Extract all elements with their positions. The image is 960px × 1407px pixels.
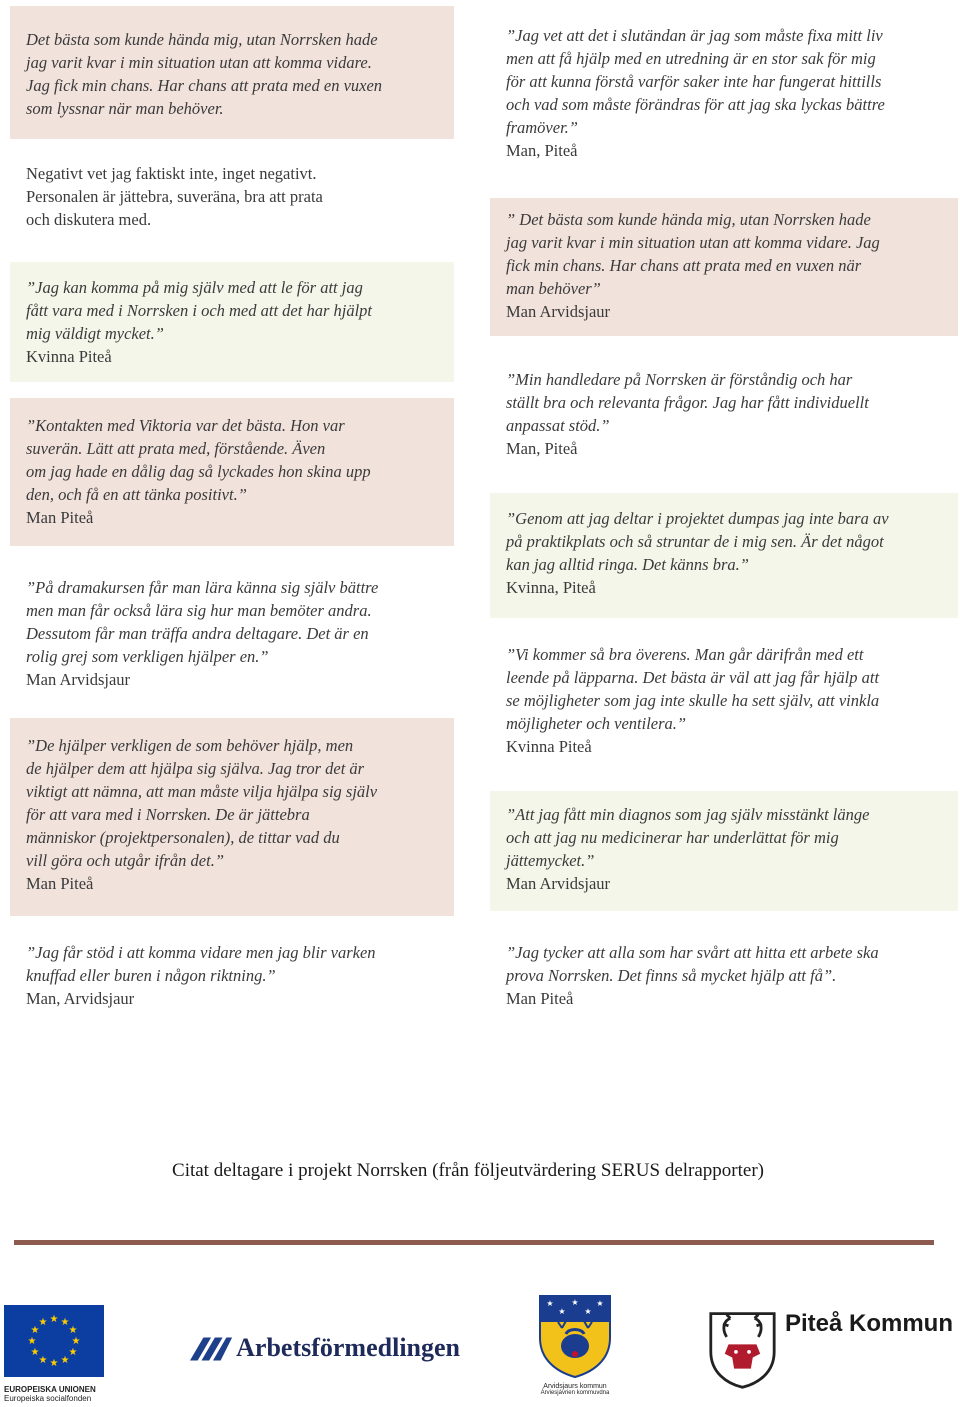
quote-text: ”Jag vet att det i slutändan är jag som måste fixa mitt liv men att få hjälp med en utredning är en stor sak för mig för att kunna förstå varför saker inte har fungerat hittills och vad som måste förändras för att jag ska lyckas bättre framöver.” [506,26,885,137]
quote-author: Man Arvidsjaur [506,302,611,321]
quote-box [10,398,454,546]
quote-author: Man Arvidsjaur [506,874,611,893]
arbetsformedlingen-logo [190,1328,460,1368]
quote-box [490,368,958,468]
quote-author: Man Piteå [26,508,94,527]
svg-text:★: ★ [68,1325,78,1336]
quote-text: ” Det bästa som kunde hända mig, utan Norrsken hade jag varit kvar i min situation utan att komma vidare. Jag fick min chans. Har chans att prata med en vuxen när man behöver” [506,210,880,298]
pitea-logo [708,1308,953,1398]
eu-flag-icon [4,1305,104,1377]
eu-union-label: EUROPEISKA UNIONEN [4,1385,96,1394]
arvidsjaur-sami-label: Árviesjávrien kommuvdna [540,1390,610,1396]
quote-box [10,160,454,240]
arbetsformedlingen-mark-icon [190,1333,232,1363]
quote-author: Kvinna, Piteå [506,578,596,597]
svg-text:★: ★ [60,1317,70,1328]
eu-logo [4,1305,108,1403]
quote-author: Man, Piteå [506,141,578,160]
svg-text:★: ★ [571,1298,579,1307]
svg-text:★: ★ [596,1299,604,1308]
quote-box [490,791,958,911]
quote-text: ”Kontakten med Viktoria var det bästa. Hon var suverän. Lätt att prata med, förstående. Även om jag hade en dålig dag så lyckades hon skina upp den, och få en att tänka positivt.” [26,416,371,504]
quote-box [10,6,454,139]
quote-box [490,493,958,618]
eu-fund-label: Europeiska socialfonden [4,1394,92,1403]
quote-author: Man, Piteå [506,439,578,458]
svg-text:★: ★ [71,1336,81,1347]
quote-author: Man Piteå [26,874,94,893]
arvidsjaur-crest [530,1294,620,1404]
quote-box [490,941,958,1016]
pitea-shield-icon [708,1308,777,1392]
quote-text: ”Jag tycker att alla som har svårt att hitta ett arbete ska prova Norrsken. Det finns så mycket hjälp att få”. [506,943,879,985]
quote-text: ”Min handledare på Norrsken är förståndig och har ställt bra och relevanta frågor. Jag har fått individuellt anpassat stöd.” [506,370,869,435]
quote-author: Kvinna Piteå [26,347,112,366]
quote-text: Det bästa som kunde hända mig, utan Norrsken hade jag varit kvar i min situation utan att komma vidare. Jag fick min chans. Har chans att prata med en vuxen som lyssnar när man behöver. [26,30,383,118]
quote-text: ”Att jag fått min diagnos som jag själv misstänkt länge och att jag nu medicinerar har underlättat för mig jättemycket.” [506,805,870,870]
quote-box [10,718,454,916]
quote-box [10,574,454,694]
caption: Citat deltagare i projekt Norrsken (från följeutvärdering SERUS delrapporter) [172,1160,764,1181]
quote-author: Man, Arvidsjaur [26,989,135,1008]
quote-box [10,262,454,382]
svg-text:★: ★ [60,1355,70,1366]
reindeer-shield-icon [538,1294,612,1378]
svg-text:★: ★ [68,1347,78,1358]
arbetsformedlingen-label: Arbetsförmedlingen [236,1333,460,1362]
svg-text:★: ★ [558,1307,566,1316]
svg-text:★: ★ [30,1325,40,1336]
quote-box [490,198,958,336]
arvidsjaur-label: Arvidsjaurs kommun [543,1383,607,1390]
quote-text: Negativt vet jag faktiskt inte, inget negativt. Personalen är jättebra, suveräna, bra att prata och diskutera med. [26,164,323,229]
quote-text: ”På dramakursen får man lära känna sig själv bättre men man får också lära sig hur man bemöter andra. Dessutom får man träffa andra deltagare. Det är en rolig grej som verkligen hjälper en.” [26,578,379,666]
quote-text: ”Jag får stöd i att komma vidare men jag blir varken knuffad eller buren i någon riktning.” [26,943,376,985]
svg-text:★: ★ [38,1317,48,1328]
pitea-label: Piteå Kommun [784,1310,953,1337]
quote-box [490,24,958,169]
quote-box [10,941,454,1016]
svg-text:★: ★ [546,1299,554,1308]
svg-text:★: ★ [49,1314,59,1325]
quote-text: ”De hjälper verkligen de som behöver hjälp, men de hjälper dem att hjälpa sig själva. Jag tror det är viktigt att nämna, att man måste vilja hjälpa sig själv för att vara med i Norrsken. De är jättebra människor (projektpersonalen), de tittar vad du vill göra och utgår ifrån det.” [26,736,378,870]
svg-text:★: ★ [30,1347,40,1358]
svg-text:★: ★ [49,1358,59,1369]
quote-text: ”Vi kommer så bra överens. Man går därifrån med ett leende på läpparna. Det bästa är väl att jag får hjälp att se möjligheter som jag inte skulle ha sett själv, att vinkla möjligheter och ventilera.” [506,645,880,733]
quote-box [490,643,958,763]
quote-author: Man Piteå [506,989,574,1008]
svg-text:★: ★ [38,1355,48,1366]
quote-text: ”Genom att jag deltar i projektet dumpas jag inte bara av på praktikplats och så struntar de i mig sen. Är det något kan jag alltid ringa. Det känns bra.” [506,509,889,574]
divider [14,1240,934,1245]
svg-text:★: ★ [27,1336,37,1347]
svg-text:★: ★ [584,1307,592,1316]
quote-author: Kvinna Piteå [506,737,592,756]
quote-author: Man Arvidsjaur [26,670,131,689]
quote-text: ”Jag kan komma på mig själv med att le för att jag fått vara med i Norrsken i och med att det har hjälpt mig väldigt mycket.” [26,278,373,343]
